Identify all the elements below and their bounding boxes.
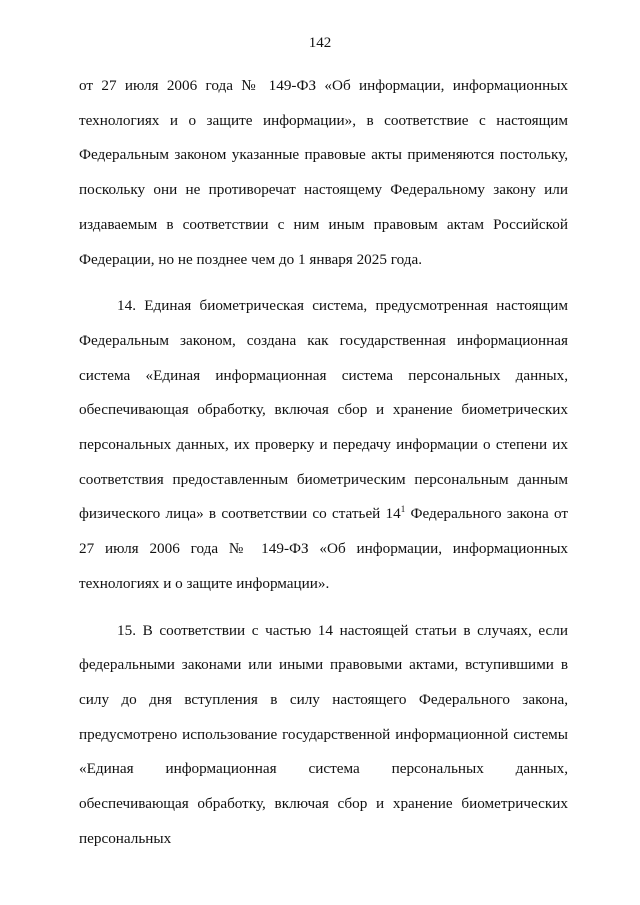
document-body	[79, 69, 568, 856]
paragraph-14	[79, 289, 568, 601]
page-number: 142	[308, 35, 332, 51]
paragraph-14-text: 14. Единая биометрическая система, предусмотренная настоящим Федеральным законом, создана как государственная информационная система «Единая информационная система персональных данных, обеспечивающая обработку, включая сбор и хранение биометрических персональных данных, их проверку и передачу информации о степени их соответствия предоставленным биометрическим персональным данным физического лица» в соответствии со статьей 14	[79, 297, 568, 523]
paragraph-14-text-end: Федерального закона от 27 июля 2006 года № 149-ФЗ «Об информации, информационных технологиях и о защите информации».	[79, 505, 568, 592]
article-superscript: 1	[400, 504, 406, 515]
paragraph-15: 15. В соответствии с частью 14 настоящей статьи в случаях, если федеральными законами или иными правовыми актами, вступившими в силу до дня вступления в силу настоящего Федерального закона, предусмотрено использование государственной информационной системы «Единая информационная система персональных данных, обеспечивающая обработку, включая сбор и хранение биометрических персональных	[79, 621, 568, 847]
paragraph-continuation: от 27 июля 2006 года № 149-ФЗ «Об информации, информационных технологиях и о защите информации», в соответствие с настоящим Федеральным законом указанные правовые акты применяются постольку, поскольку они не противоречат настоящему Федеральному закону или издаваемым в соответствии с ним иным правовым актам Российской Федерации, но не позднее чем до 1 января 2025 года.	[79, 77, 568, 268]
